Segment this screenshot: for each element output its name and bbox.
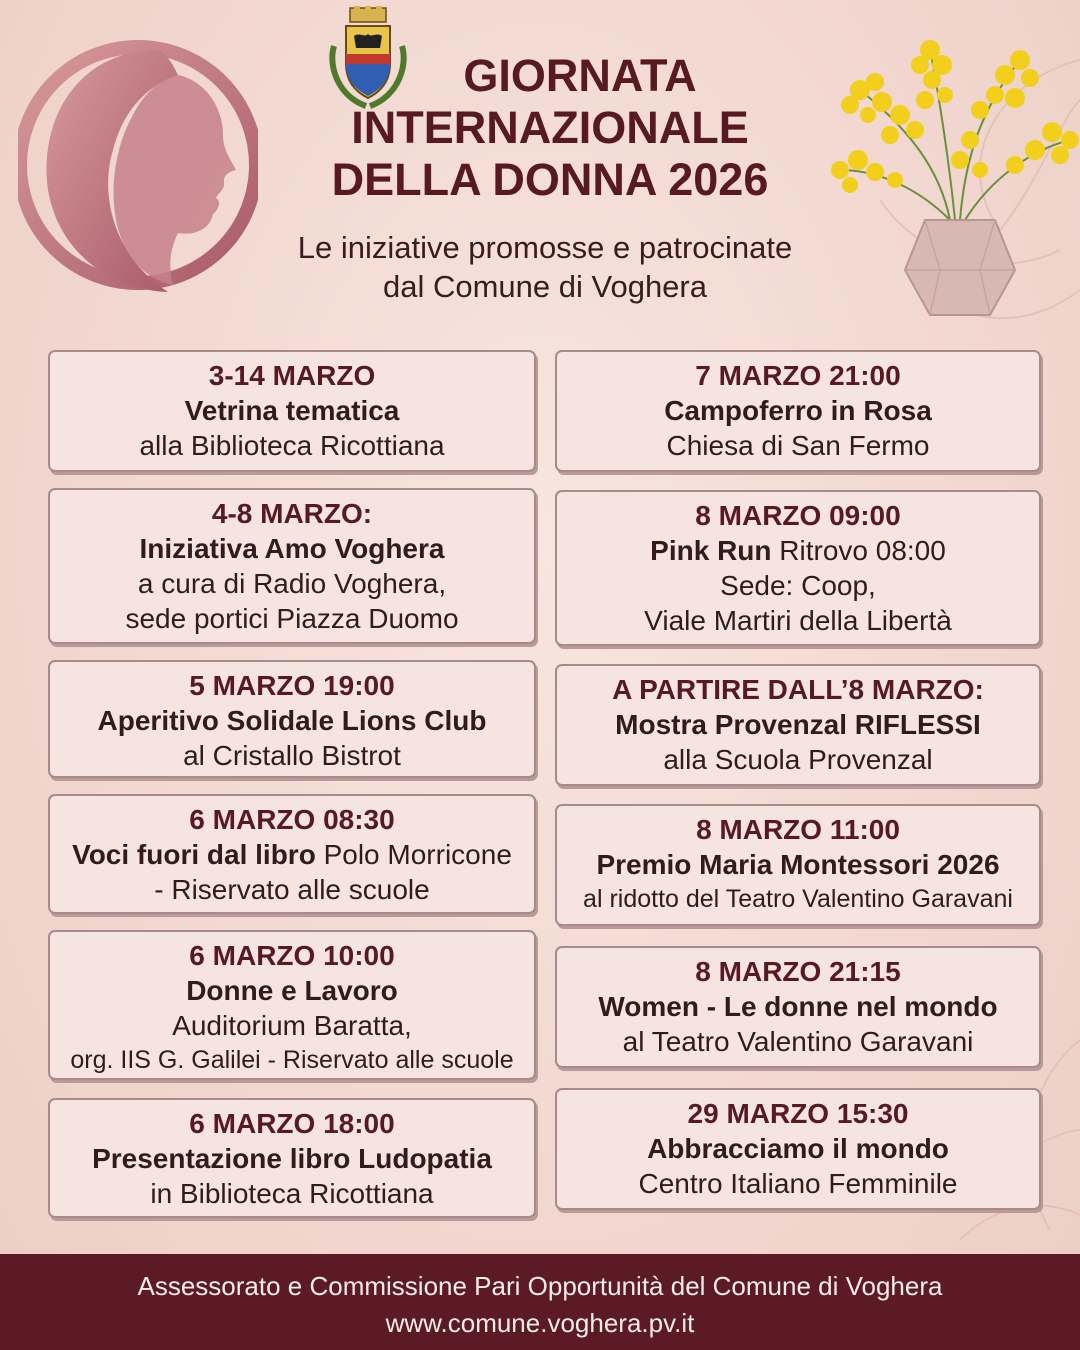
event-detail: in Biblioteca Ricottiana (150, 1178, 434, 1209)
event-date: 7 MARZO 21:00 (695, 360, 901, 391)
event-card (48, 930, 536, 1080)
event-date: 3-14 MARZO (208, 360, 376, 391)
event-name: Abbracciamo il mondo (647, 1133, 949, 1164)
footer-organizer: Assessorato e Commissione Pari Opportunità del Comune di Voghera (137, 1271, 943, 1301)
event-location: Polo Morricone (315, 839, 512, 870)
header (0, 0, 1080, 340)
event-detail: Auditorium Baratta, (172, 1010, 412, 1041)
event-date: 4-8 MARZO: (211, 498, 373, 529)
footer-band (0, 1254, 1080, 1350)
event-name: Voci fuori dal libro (72, 839, 316, 870)
event-card (48, 660, 536, 778)
event-date: 8 MARZO 09:00 (695, 500, 901, 531)
event-detail: al ridotto del Teatro Valentino Garavani (583, 885, 1013, 913)
event-card (555, 804, 1041, 926)
event-name: Aperitivo Solidale Lions Club (97, 705, 487, 736)
event-name: Women - Le donne nel mondo (598, 991, 998, 1022)
event-detail: - Riservato alle scuole (154, 874, 430, 905)
event-card (555, 350, 1041, 472)
event-date: 6 MARZO 10:00 (189, 940, 395, 971)
event-detail: al Cristallo Bistrot (183, 740, 401, 771)
event-detail: alla Biblioteca Ricottiana (139, 430, 445, 461)
woman-profile-icon (18, 30, 258, 300)
event-detail: a cura di Radio Voghera, (137, 568, 447, 599)
event-title (260, 50, 840, 206)
event-name: Iniziativa Amo Voghera (139, 533, 445, 564)
subtitle (230, 228, 860, 306)
event-detail: Centro Italiano Femminile (638, 1168, 958, 1199)
event-detail: alla Scuola Provenzal (663, 744, 933, 775)
event-name: Premio Maria Montessori 2026 (596, 849, 1000, 880)
event-meeting-time: Ritrovo 08:00 (771, 535, 946, 566)
event-date: 8 MARZO 11:00 (696, 814, 900, 845)
event-name: Campoferro in Rosa (664, 395, 932, 426)
event-detail: Chiesa di San Fermo (666, 430, 930, 461)
event-name: Vetrina tematica (184, 395, 400, 426)
title-line: INTERNAZIONALE (351, 102, 749, 153)
event-card (48, 350, 536, 472)
mimosa-vase-icon (820, 20, 1080, 320)
event-name: Presentazione libro Ludopatia (92, 1143, 492, 1174)
event-date: 6 MARZO 08:30 (189, 804, 395, 835)
event-date: 29 MARZO 15:30 (687, 1098, 909, 1129)
event-detail: al Teatro Valentino Garavani (622, 1026, 974, 1057)
event-detail: sede portici Piazza Duomo (125, 603, 459, 634)
event-detail: org. IIS G. Galilei - Riservato alle scuole (70, 1046, 514, 1074)
event-card (555, 490, 1041, 646)
event-date: A PARTIRE DALL’8 MARZO: (612, 674, 984, 705)
event-date: 5 MARZO 19:00 (189, 670, 395, 701)
footer-website: www.comune.voghera.pv.it (385, 1308, 695, 1338)
title-line: DELLA DONNA 2026 (331, 154, 769, 205)
event-card (555, 1088, 1041, 1210)
event-card (48, 794, 536, 914)
event-detail: Sede: Coop, (720, 570, 876, 601)
title-line: GIORNATA (463, 50, 697, 101)
event-date: 8 MARZO 21:15 (695, 956, 901, 987)
event-name: Mostra Provenzal RIFLESSI (615, 709, 981, 740)
event-card (555, 946, 1041, 1068)
event-name: Pink Run (650, 535, 772, 566)
event-date: 6 MARZO 18:00 (189, 1108, 395, 1139)
event-card (555, 664, 1041, 786)
event-card (48, 488, 536, 644)
subtitle-line: dal Comune di Voghera (382, 269, 707, 304)
event-detail: Viale Martiri della Libertà (644, 605, 952, 636)
subtitle-line: Le iniziative promosse e patrocinate (297, 230, 793, 265)
event-name: Donne e Lavoro (186, 975, 398, 1006)
event-card (48, 1098, 536, 1218)
